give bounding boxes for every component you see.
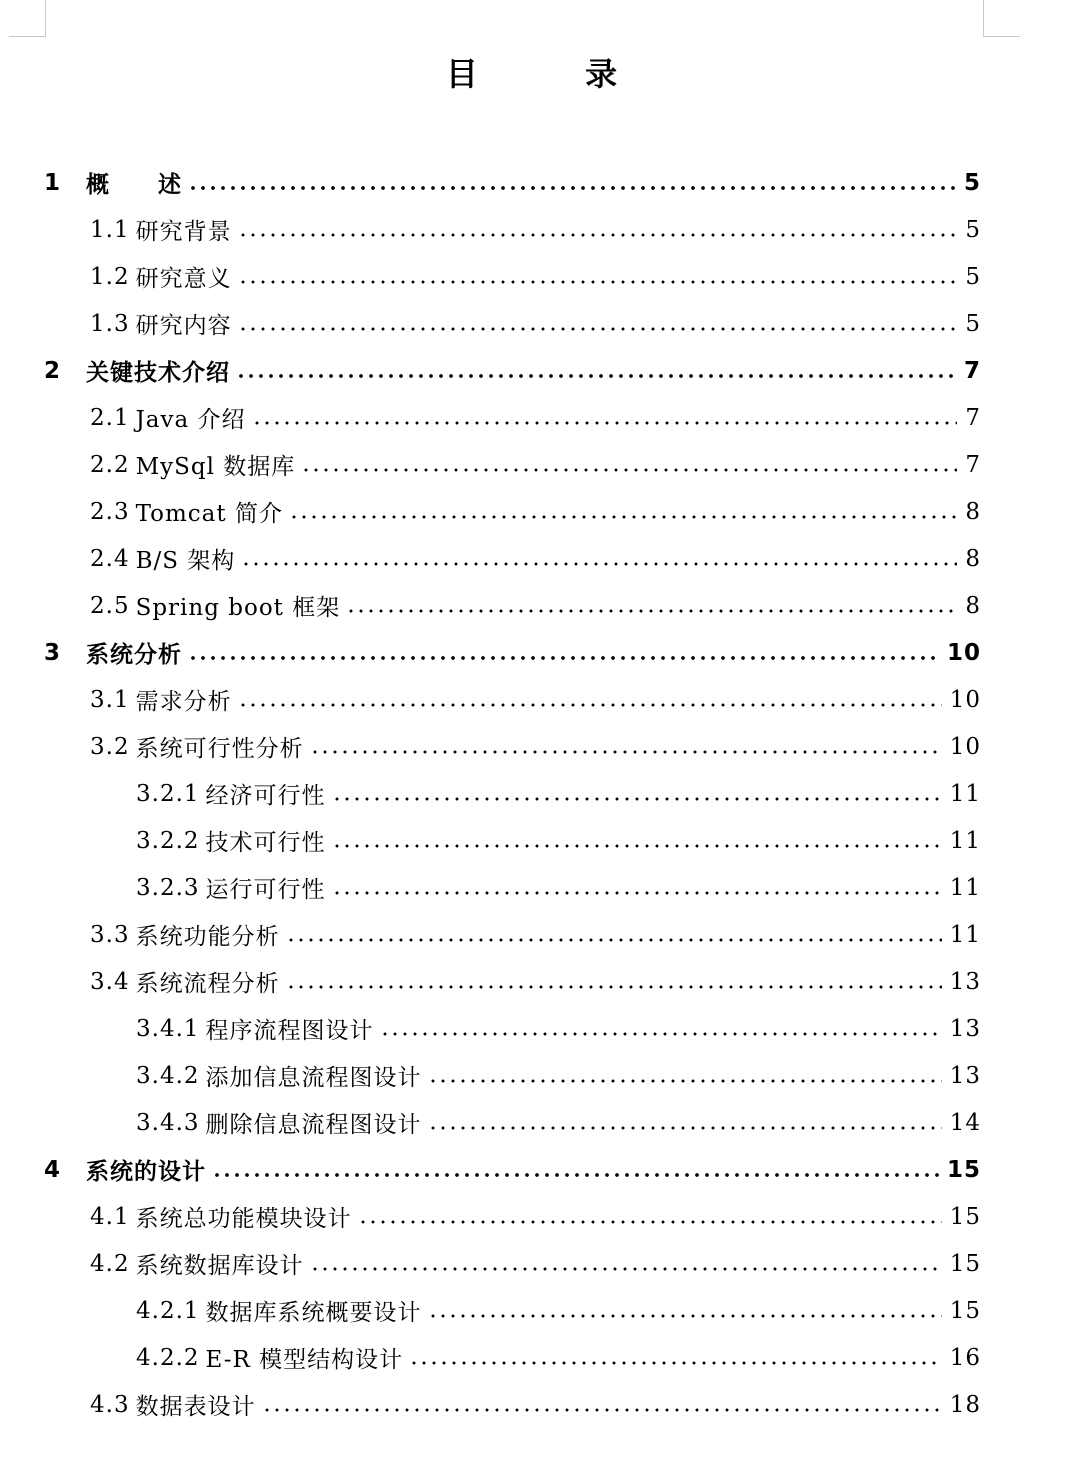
toc-entry-page: 18 (949, 1391, 981, 1418)
toc-entry-page: 7 (963, 357, 981, 384)
toc-entry-label: 添加信息流程图设计 (205, 1065, 422, 1091)
toc-entry-label: 研究意义 (135, 266, 232, 292)
toc-entry-label: Java 介绍 (135, 407, 246, 433)
toc-dot-leader (212, 1173, 939, 1177)
toc-entry-label: E-R 模型结构设计 (205, 1347, 404, 1373)
toc-dot-leader (238, 703, 942, 707)
toc-entry-number: 4.2.1 (136, 1297, 200, 1324)
toc-entry-label: 研究背景 (135, 219, 232, 245)
toc-entry-page: 5 (965, 263, 981, 290)
toc-entry-page: 13 (949, 1015, 981, 1042)
toc-dot-leader (310, 1267, 942, 1271)
toc-entry-number: 4.1 (90, 1203, 130, 1230)
toc-entry-label: B/S 架构 (135, 548, 236, 574)
toc-entry-number: 1 (44, 169, 62, 196)
toc-dot-leader (238, 280, 958, 284)
toc-entry-number: 3.2.2 (136, 827, 200, 854)
toc-entry-page: 10 (949, 686, 981, 713)
toc-entry-label: 系统分析 (86, 642, 182, 668)
toc-entry-number: 3.2 (90, 733, 130, 760)
toc-entry[interactable] (0, 1381, 981, 1428)
toc-entry-number: 4.2.2 (136, 1344, 200, 1371)
toc-entry[interactable] (0, 911, 981, 958)
toc-entry[interactable] (0, 864, 981, 911)
toc-entry-label: 概 述 (86, 172, 182, 198)
toc-entry-label: Tomcat 简介 (135, 501, 283, 527)
toc-dot-leader (301, 468, 957, 472)
toc-entry-number: 3.4.1 (136, 1015, 200, 1042)
toc-entry-label: 系统流程分析 (135, 971, 280, 997)
toc-entry-page: 7 (965, 451, 981, 478)
toc-dot-leader (252, 421, 958, 425)
toc-entry-page: 11 (949, 827, 981, 854)
toc-dot-leader (332, 844, 942, 848)
toc-entry-number: 3.4.2 (136, 1062, 200, 1089)
page-corner-mark-left (9, 0, 46, 37)
toc-entry[interactable] (0, 535, 981, 582)
toc-entry-number: 2.3 (90, 498, 130, 525)
toc-dot-leader (332, 797, 942, 801)
toc-dot-leader (346, 609, 957, 613)
toc-entry-label: 系统总功能模块设计 (135, 1206, 352, 1232)
toc-entry-label: 删除信息流程图设计 (205, 1112, 422, 1138)
toc-dot-leader (286, 938, 942, 942)
toc-entry-label: 运行可行性 (205, 877, 326, 903)
toc-entry-number: 1.3 (90, 310, 130, 337)
toc-entry-label: 系统功能分析 (135, 924, 280, 950)
toc-entry[interactable] (0, 347, 981, 394)
toc-entry-page: 15 (946, 1156, 981, 1183)
toc-entry-page: 13 (949, 1062, 981, 1089)
toc-entry-number: 4.3 (90, 1391, 130, 1418)
toc-entry-page: 15 (949, 1203, 981, 1230)
toc-entry-page: 13 (949, 968, 981, 995)
toc-entry[interactable] (0, 1099, 981, 1146)
toc-entry-page: 15 (949, 1250, 981, 1277)
toc-dot-leader (289, 515, 957, 519)
toc-entry-number: 3 (44, 639, 62, 666)
toc-entry-label: 需求分析 (135, 689, 232, 715)
toc-entry-page: 15 (949, 1297, 981, 1324)
toc-entry[interactable] (0, 723, 981, 770)
toc-entry-page: 16 (949, 1344, 981, 1371)
toc-entry-page: 11 (949, 874, 981, 901)
toc-entry-page: 5 (963, 169, 981, 196)
toc-dot-leader (286, 985, 942, 989)
toc-entry-number: 3.4.3 (136, 1109, 200, 1136)
toc-entry[interactable] (0, 817, 981, 864)
toc-dot-leader (238, 233, 958, 237)
toc-entry-number: 3.3 (90, 921, 130, 948)
toc-entry-label: 数据表设计 (135, 1394, 256, 1420)
toc-dot-leader (188, 186, 956, 190)
toc-entry-number: 3.2.3 (136, 874, 200, 901)
toc-entry[interactable] (0, 300, 981, 347)
toc-entry-number: 4.2 (90, 1250, 130, 1277)
toc-entry-number: 2.2 (90, 451, 130, 478)
toc-dot-leader (310, 750, 942, 754)
toc-entry-number: 1.2 (90, 263, 130, 290)
toc-entry[interactable] (0, 676, 981, 723)
toc-dot-leader (380, 1032, 942, 1036)
toc-entry[interactable] (0, 1334, 981, 1381)
toc-entry-page: 10 (949, 733, 981, 760)
toc-entry-page: 7 (965, 404, 981, 431)
toc-entry[interactable] (0, 582, 981, 629)
toc-dot-leader (358, 1220, 942, 1224)
toc-entry[interactable] (0, 1005, 981, 1052)
toc-title: 目 录 (445, 55, 666, 93)
toc-entry-label: Spring boot 框架 (135, 595, 341, 621)
toc-entry-label: 技术可行性 (205, 830, 326, 856)
toc-entry[interactable] (0, 1052, 981, 1099)
toc-entry-label: 数据库系统概要设计 (205, 1300, 422, 1326)
toc-entry-number: 2 (44, 357, 62, 384)
toc-dot-leader (428, 1314, 942, 1318)
toc-entry[interactable] (0, 253, 981, 300)
toc-entry-number: 2.1 (90, 404, 130, 431)
toc-dot-leader (428, 1079, 942, 1083)
toc-entry[interactable] (0, 488, 981, 535)
toc-dot-leader (241, 562, 957, 566)
page-corner-mark-right (983, 0, 1020, 37)
toc-dot-leader (236, 374, 956, 378)
toc-dot-leader (409, 1361, 942, 1365)
toc-entry-number: 2.4 (90, 545, 130, 572)
toc-entry-page: 10 (946, 639, 981, 666)
toc-entry-page: 14 (949, 1109, 981, 1136)
toc-entry-label: 系统可行性分析 (135, 736, 304, 762)
toc-dot-leader (262, 1408, 942, 1412)
toc-entry-number: 2.5 (90, 592, 130, 619)
toc-entry-label: 系统的设计 (86, 1159, 206, 1185)
toc-entry-page: 8 (965, 592, 981, 619)
toc-entry[interactable] (0, 958, 981, 1005)
toc-entry-label: 研究内容 (135, 313, 232, 339)
toc-entry-number: 3.1 (90, 686, 130, 713)
toc-entry-label: 程序流程图设计 (205, 1018, 374, 1044)
toc-entry[interactable] (0, 1146, 981, 1193)
toc-dot-leader (238, 327, 958, 331)
toc-entry[interactable] (0, 770, 981, 817)
toc-entry[interactable] (0, 206, 981, 253)
toc-entry-page: 5 (965, 310, 981, 337)
toc-dot-leader (332, 891, 942, 895)
toc-entry-page: 8 (965, 545, 981, 572)
toc-entry[interactable] (0, 394, 981, 441)
toc-entry-page: 5 (965, 216, 981, 243)
toc-entry-label: 关键技术介绍 (86, 360, 230, 386)
toc-entry[interactable] (0, 441, 981, 488)
toc-entry-label: MySql 数据库 (135, 454, 296, 480)
toc-entry[interactable] (0, 1240, 981, 1287)
toc-entry-label: 经济可行性 (205, 783, 326, 809)
toc-entry-page: 8 (965, 498, 981, 525)
toc-entry-number: 4 (44, 1156, 62, 1183)
toc-entry-number: 3.4 (90, 968, 130, 995)
toc-entry-page: 11 (949, 921, 981, 948)
toc-entry-number: 1.1 (90, 216, 130, 243)
toc-dot-leader (428, 1126, 942, 1130)
toc-entry[interactable] (0, 629, 981, 676)
toc-entry[interactable] (0, 1193, 981, 1240)
toc-entry[interactable] (0, 1287, 981, 1334)
toc-entry-number: 3.2.1 (136, 780, 200, 807)
toc-entry-label: 系统数据库设计 (135, 1253, 304, 1279)
toc-dot-leader (188, 656, 939, 660)
toc-entry[interactable] (0, 159, 981, 206)
toc-entry-page: 11 (949, 780, 981, 807)
